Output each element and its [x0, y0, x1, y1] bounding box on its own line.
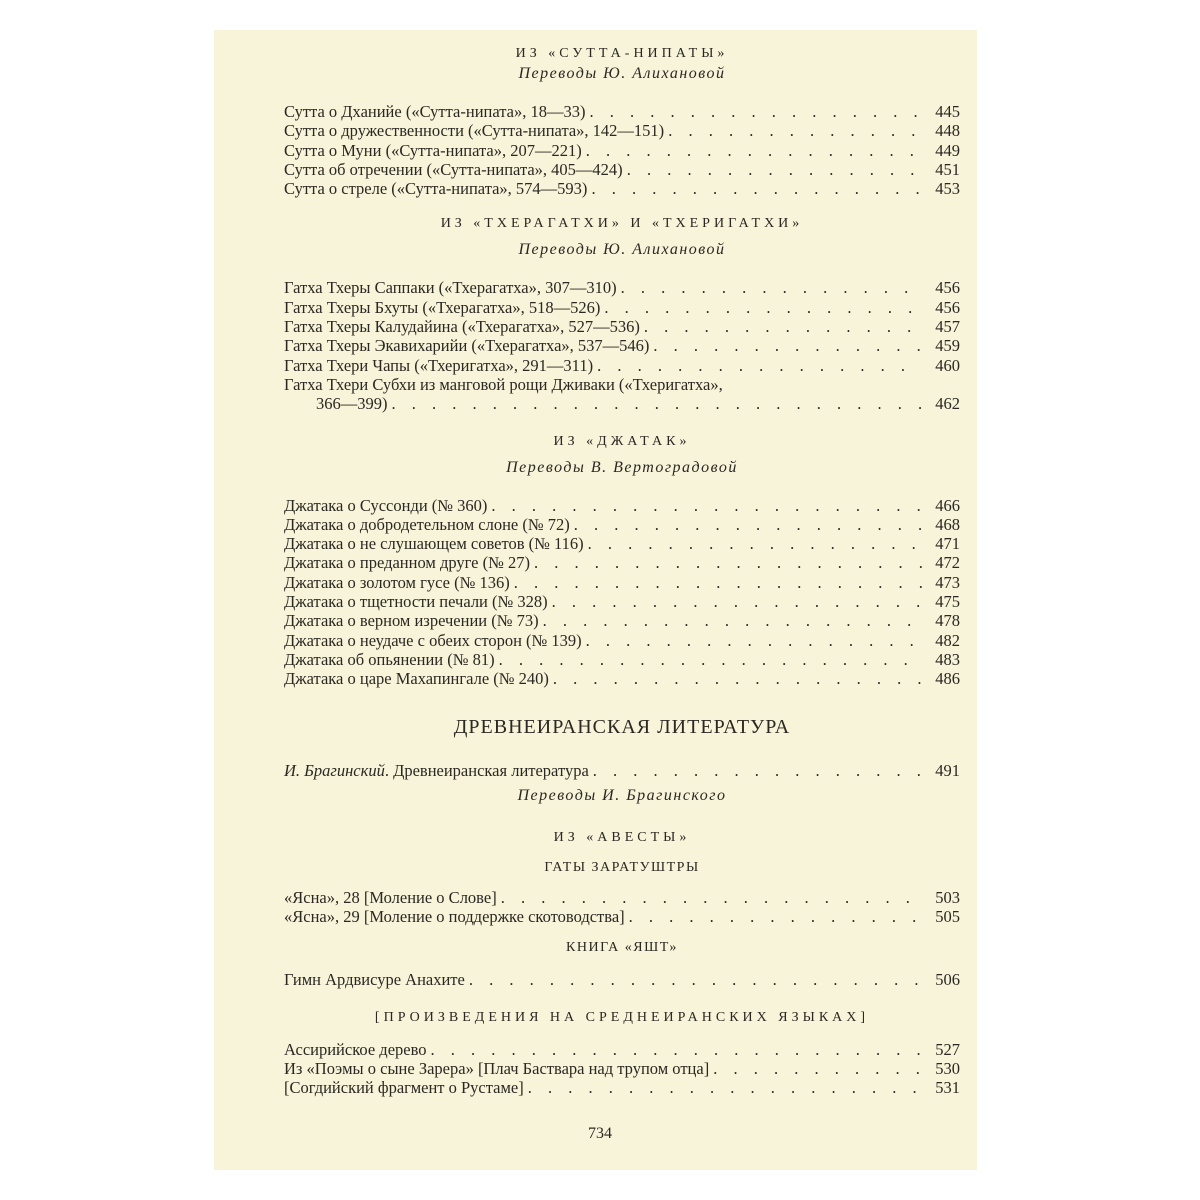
entry-title: «Ясна», 29 [Моление о поддержке скотоводства] [284, 907, 625, 927]
entry-title: Джатака о царе Махапингале (№ 240) [284, 669, 549, 689]
leader-dots [621, 278, 922, 297]
entry-title: Джатака об опьянении (№ 81) [284, 649, 495, 669]
entry-page: 527 [935, 1039, 960, 1059]
section-heading-thera: ИЗ «ТХЕРАГАТХИ» И «ТХЕРИГАТХИ» [440, 216, 804, 232]
toc-entry [284, 669, 960, 688]
entry-page: 472 [935, 553, 960, 573]
toc-list-thera [284, 278, 960, 413]
leader-dots [591, 179, 922, 198]
entry-title: Джатака о верном изречении (№ 73) [284, 611, 539, 631]
leader-dots [588, 534, 922, 553]
toc-entry [284, 1059, 960, 1078]
section-heading-avesta: ИЗ «АВЕСТЫ» [553, 829, 691, 845]
toc-entry [284, 336, 960, 355]
toc-list-yasht [284, 970, 960, 989]
entry-title: Из «Поэмы о сыне Зарера» [Плач Баствара над трупом отца] [284, 1059, 710, 1079]
entry-title: Гатха Тхеры Саппаки («Тхерагатха», 307—310) [284, 278, 617, 298]
entry-page: 473 [935, 572, 960, 592]
toc-entry [284, 179, 960, 198]
leader-dots [543, 611, 922, 630]
translators-sutta: Переводы Ю. Алихановой [518, 65, 726, 82]
entry-title: Сутта о стреле («Сутта-нипата», 574—593) [284, 179, 588, 199]
entry-title: Джатака о добродетельном слоне (№ 72) [284, 514, 570, 534]
leader-dots [552, 592, 922, 611]
toc-entry [284, 121, 960, 140]
entry-page: 503 [935, 887, 960, 907]
entry-title-line1: Гатха Тхери Субхи из манговой рощи Дживаки («Тхеригатха», [284, 374, 723, 394]
toc-column [284, 44, 960, 1098]
translators-thera: Переводы Ю. Алихановой [518, 241, 726, 259]
entry-page: 449 [935, 140, 960, 160]
entry-title: Сутта о дружественности («Сутта-нипата», 142—151) [284, 121, 665, 141]
entry-title: Джатака о преданном друге (№ 27) [284, 553, 530, 573]
entry-title: Джатака о неудаче с обеих сторон (№ 139) [284, 630, 582, 650]
toc-entry [284, 970, 960, 989]
entry-page: 478 [935, 611, 960, 631]
entry-page: 459 [935, 336, 960, 356]
leader-dots [574, 515, 922, 534]
page-number: 734 [588, 1125, 612, 1142]
subsection-heading-yasht: КНИГА «ЯШТ» [566, 940, 678, 956]
entry-title: Гатха Тхеры Калудайина («Тхерагатха», 527—536) [284, 317, 640, 337]
entry-title: Ассирийское дерево [284, 1039, 427, 1059]
leader-dots [604, 298, 922, 317]
leader-dots [586, 141, 922, 160]
leader-dots [713, 1059, 922, 1078]
entry-title: «Ясна», 28 [Моление о Слове] [284, 887, 497, 907]
toc-entry-intro [284, 761, 960, 780]
entry-page: 448 [935, 121, 960, 141]
entry-page: 482 [935, 630, 960, 650]
entry-title: Джатака о не слушающем советов (№ 116) [284, 534, 584, 554]
entry-page: 451 [935, 159, 960, 179]
entry-title-line2: 366—399) [316, 394, 388, 414]
translators-jataka: Переводы В. Вертоградовой [506, 458, 738, 476]
toc-entry [284, 573, 960, 592]
entry-page: 475 [935, 592, 960, 612]
leader-dots [629, 907, 922, 926]
entry-title: Гимн Ардвисуре Анахите [284, 970, 465, 990]
leader-dots [593, 761, 922, 780]
section-heading-middle-iranian: [ПРОИЗВЕДЕНИЯ НА СРЕДНЕИРАНСКИХ ЯЗЫКАХ] [374, 1009, 870, 1025]
toc-entry [284, 496, 960, 515]
entry-title: Гатха Тхери Чапы («Тхеригатха», 291—311) [284, 355, 594, 375]
leader-dots [392, 394, 923, 413]
toc-entry [284, 317, 960, 336]
entry-title: Сутта о Дханийе («Сутта-нипата», 18—33) [284, 102, 586, 121]
toc-entry [284, 356, 960, 375]
leader-dots [644, 317, 922, 336]
section-heading-sutta: ИЗ «СУТТА-НИПАТЫ» [515, 46, 729, 61]
entry-title: Джатака о золотом гусе (№ 136) [284, 572, 510, 592]
toc-entry [284, 515, 960, 534]
toc-list-middle-iranian [284, 1040, 960, 1098]
toc-entry [284, 611, 960, 630]
entry-page: 506 [935, 970, 960, 990]
entry-page: 530 [935, 1059, 960, 1079]
entry-page: 471 [935, 534, 960, 554]
entry-title: Гатха Тхеры Бхуты («Тхерагатха», 518—526) [284, 297, 601, 317]
entry-title: [Согдийский фрагмент о Рустаме] [284, 1078, 524, 1098]
translators-iran: Переводы И. Брагинского [517, 786, 727, 804]
leader-dots [627, 160, 922, 179]
toc-entry [284, 534, 960, 553]
entry-title: Сутта о Муни («Сутта-нипата», 207—221) [284, 140, 582, 160]
toc-entry [284, 553, 960, 572]
toc-entry [284, 631, 960, 650]
entry-page: 453 [935, 179, 960, 199]
entry-page: 491 [935, 760, 960, 780]
entry-title: Джатака о Суссонди (№ 360) [284, 495, 488, 515]
leader-dots [431, 1040, 922, 1059]
leader-dots [586, 631, 922, 650]
toc-entry [284, 650, 960, 669]
entry-page: 483 [935, 649, 960, 669]
leader-dots [499, 650, 922, 669]
toc-list-sutta [284, 102, 960, 198]
entry-page: 462 [935, 394, 960, 414]
entry-title: Джатака о тщетности печали (№ 328) [284, 592, 548, 612]
leader-dots [597, 356, 922, 375]
leader-dots [653, 336, 922, 355]
toc-entry [284, 1078, 960, 1097]
leader-dots [553, 669, 922, 688]
entry-page: 486 [935, 669, 960, 689]
entry-page: 456 [935, 278, 960, 298]
entry-page: 456 [935, 297, 960, 317]
toc-entry [284, 160, 960, 179]
toc-entry [284, 888, 960, 907]
leader-dots [534, 553, 922, 572]
intro-author: И. Брагинский [284, 760, 385, 780]
subsection-heading-gathas: ГАТЫ ЗАРАТУШТРЫ [544, 859, 700, 875]
toc-entry [284, 278, 960, 297]
entry-page: 468 [935, 514, 960, 534]
toc-entry [284, 102, 960, 121]
toc-entry [284, 592, 960, 611]
leader-dots [668, 121, 922, 140]
entry-title: Сутта об отречении («Сутта-нипата», 405—424) [284, 159, 623, 179]
leader-dots [528, 1078, 922, 1097]
entry-page: 466 [935, 495, 960, 515]
entry-page: 457 [935, 317, 960, 337]
toc-list-jataka [284, 496, 960, 689]
toc-entry [284, 907, 960, 926]
toc-entry [284, 141, 960, 160]
leader-dots [491, 496, 922, 515]
leader-dots [469, 970, 922, 989]
intro-title: . Древнеиранская литература [384, 760, 589, 780]
leader-dots [501, 888, 922, 907]
toc-entry [284, 1040, 960, 1059]
entry-page: 531 [935, 1078, 960, 1098]
entry-page: 445 [935, 102, 960, 121]
part-title-iran: ДРЕВНЕИРАНСКАЯ ЛИТЕРАТУРА [453, 715, 791, 738]
section-heading-jataka: ИЗ «ДЖАТАК» [553, 433, 691, 449]
entry-title: Гатха Тхеры Экавихарийи («Тхерагатха», 537—546) [284, 336, 650, 356]
leader-dots [514, 573, 922, 592]
toc-entry [284, 298, 960, 317]
entry-page: 460 [935, 355, 960, 375]
leader-dots [590, 102, 923, 121]
entry-page: 505 [935, 907, 960, 927]
toc-list-gathas [284, 888, 960, 927]
toc-entry [284, 394, 960, 413]
